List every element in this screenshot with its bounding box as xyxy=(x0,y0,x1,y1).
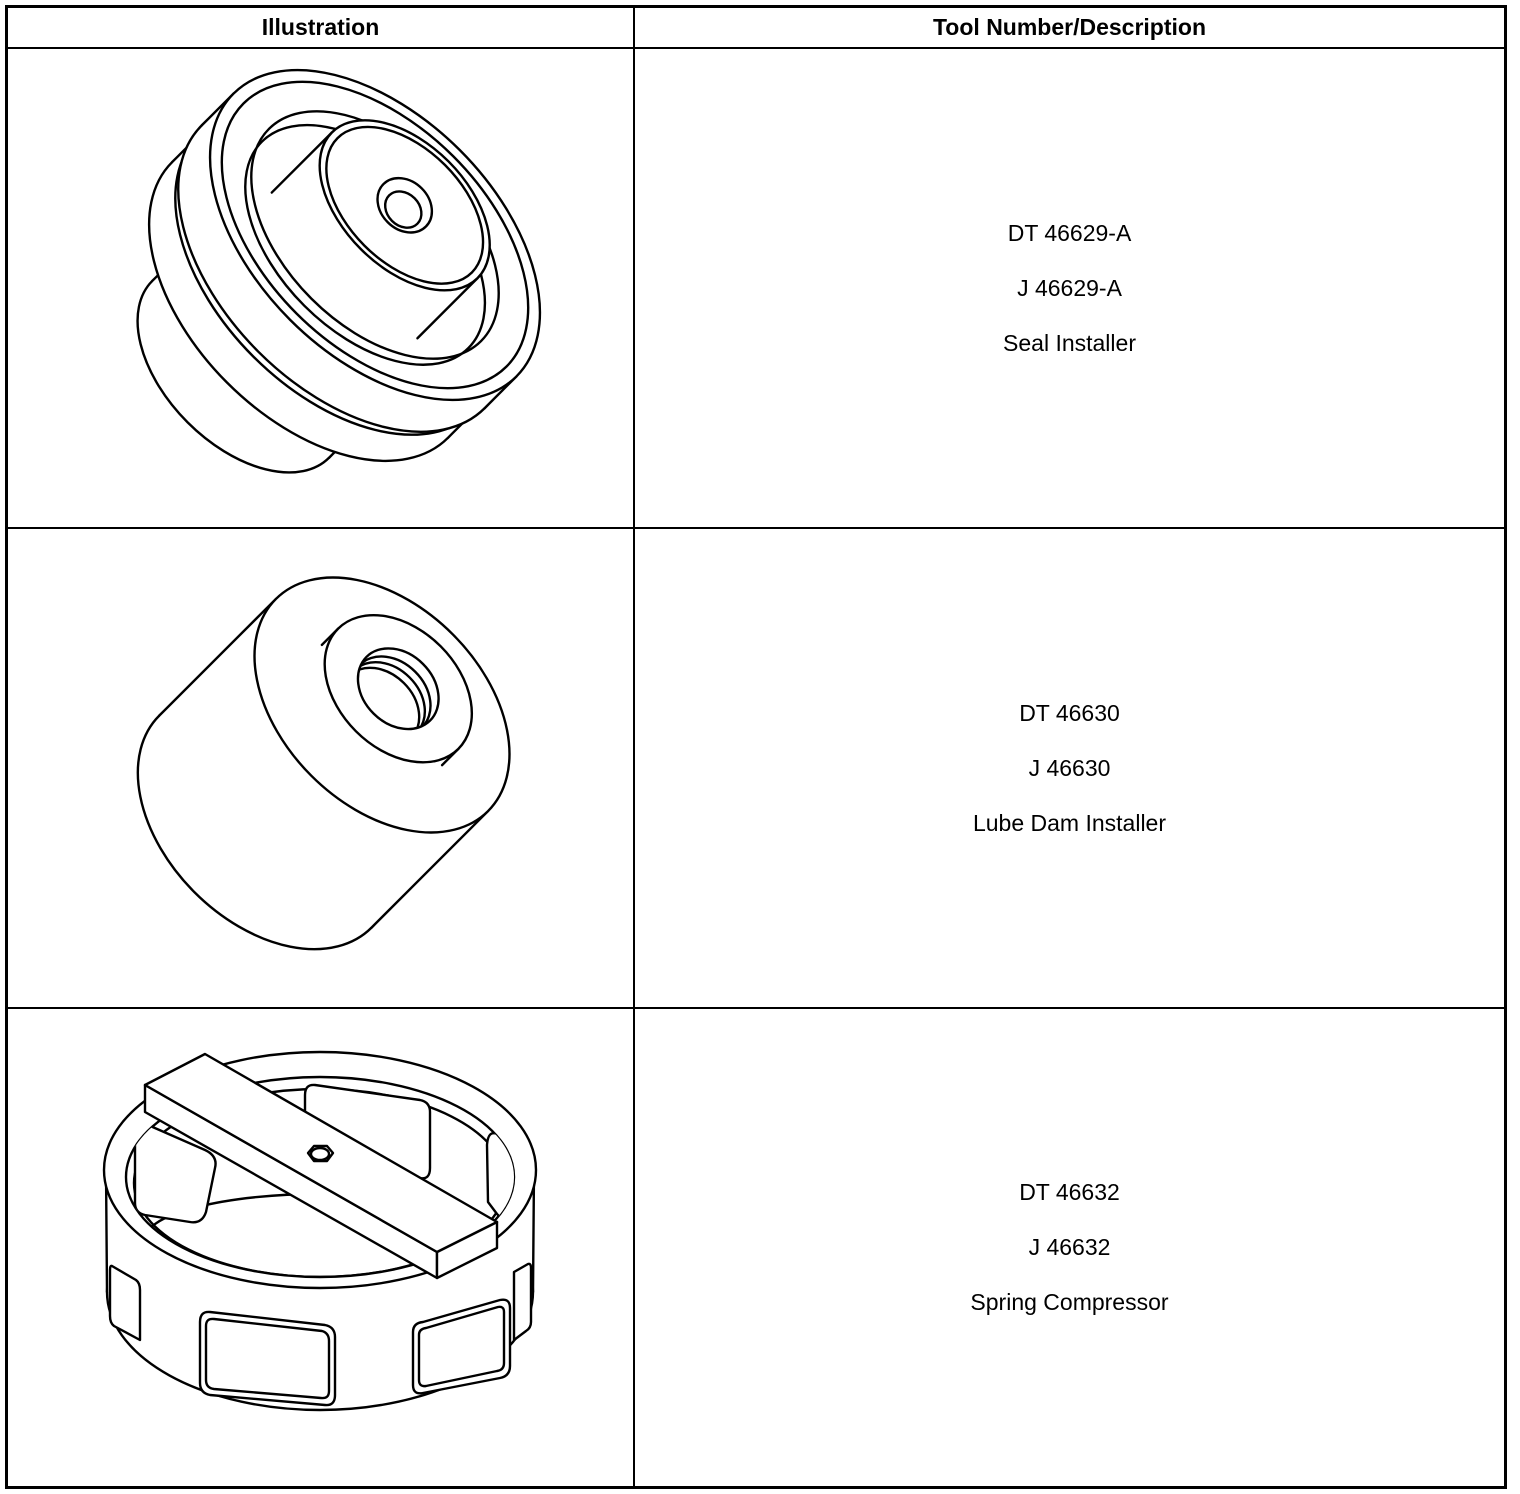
row-3-description xyxy=(970,1165,1168,1330)
header-illustration-cell xyxy=(8,8,635,49)
tool-description: Spring Compressor xyxy=(970,1289,1169,1315)
j-tool-number: J 46632 xyxy=(1028,1234,1111,1260)
row-1-description-cell xyxy=(635,49,1504,529)
tool-table xyxy=(5,5,1507,1489)
dt-tool-number: DT 46632 xyxy=(1019,1179,1120,1205)
row-1-description xyxy=(1003,206,1136,371)
seal-installer-icon xyxy=(8,49,633,527)
tool-description: Lube Dam Installer xyxy=(972,809,1167,836)
j-tool-number: J 46629-A xyxy=(1017,274,1122,301)
lube-dam-installer-icon xyxy=(8,529,633,1007)
row-3-illustration-cell xyxy=(8,1009,635,1486)
spring-compressor-icon xyxy=(8,1009,633,1486)
row-1-illustration-cell xyxy=(8,49,635,529)
row-2-description-cell xyxy=(635,529,1504,1009)
row-2-illustration-cell xyxy=(8,529,635,1009)
header-tool-label: Tool Number/Description xyxy=(932,14,1207,40)
tool-description: Seal Installer xyxy=(1003,329,1136,356)
row-2-description xyxy=(973,686,1166,851)
row-3-description-cell xyxy=(635,1009,1504,1486)
header-illustration-label: Illustration xyxy=(261,14,380,40)
header-tool-cell xyxy=(635,8,1504,49)
j-tool-number: J 46630 xyxy=(1028,754,1111,781)
dt-tool-number: DT 46630 xyxy=(1019,699,1120,726)
dt-tool-number: DT 46629-A xyxy=(1007,219,1132,246)
